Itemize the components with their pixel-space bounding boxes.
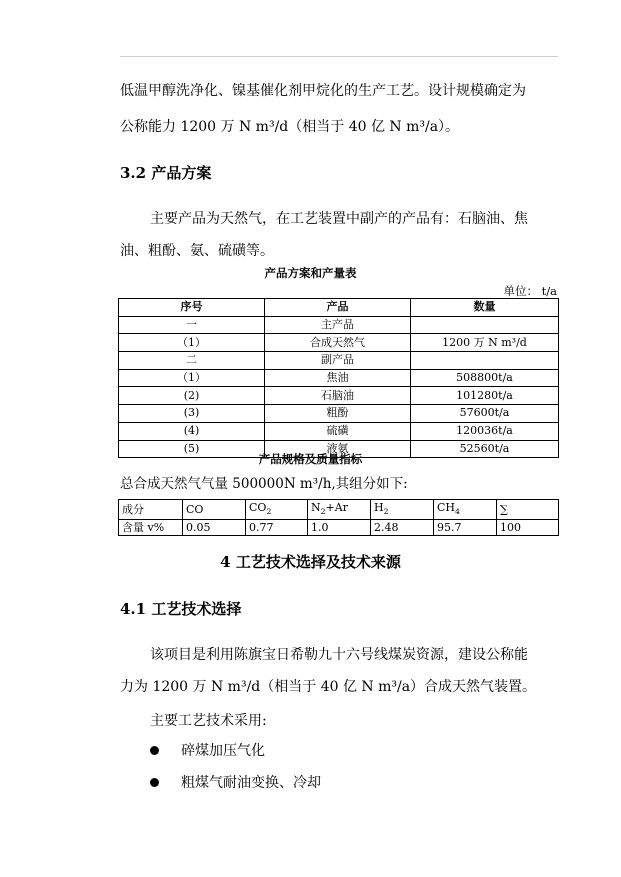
section-3-2-para-line-1: 主要产品为天然气，在工艺装置中副产的产品有：石脑油、焦 bbox=[150, 211, 528, 227]
table-cell: 焦油 bbox=[265, 369, 411, 387]
table-cell: 52560t/a bbox=[411, 440, 559, 458]
product-table-header-row bbox=[119, 299, 559, 317]
composition-table bbox=[118, 499, 559, 536]
table-cell bbox=[497, 500, 559, 520]
subscript: 2 bbox=[320, 507, 326, 517]
section-4-heading: 4 工艺技术选择及技术来源 bbox=[220, 553, 401, 571]
header-cell: 序号 bbox=[119, 299, 265, 317]
intro-line-2: 公称能力 1200 万 N m³/d（相当于 40 亿 N m³/a）。 bbox=[120, 119, 460, 135]
table-cell bbox=[411, 316, 559, 334]
table-cell: (2) bbox=[119, 387, 265, 405]
table-row bbox=[119, 405, 559, 423]
table-row bbox=[119, 316, 559, 334]
header-rule bbox=[120, 56, 558, 57]
bullet-icon bbox=[150, 746, 159, 755]
section-4-1-heading: 4.1 工艺技术选择 bbox=[120, 600, 242, 618]
section-4-1-para-line-2: 力为 1200 万 N m³/d（相当于 40 亿 N m³/a）合成天然气装置。 bbox=[120, 679, 537, 695]
table-cell: 0.77 bbox=[246, 520, 308, 536]
table-cell: 2.48 bbox=[371, 520, 434, 536]
component-co: CO bbox=[186, 503, 204, 517]
subscript: 2 bbox=[383, 507, 389, 517]
spec-intro: 总合成天然气气量 500000N m³/h,其组分如下: bbox=[120, 476, 408, 492]
table-cell bbox=[411, 352, 559, 370]
table-cell: 副产品 bbox=[265, 352, 411, 370]
table-row bbox=[119, 369, 559, 387]
intro-line-1: 低温甲醇洗净化、镍基催化剂甲烷化的生产工艺。设计规模确定为 bbox=[120, 83, 526, 99]
table-cell: (4) bbox=[119, 422, 265, 440]
table-cell bbox=[246, 500, 308, 520]
table-cell: 合成天然气 bbox=[265, 334, 411, 352]
bullet-icon bbox=[150, 778, 159, 787]
subscript: 4 bbox=[455, 507, 460, 517]
table-cell: 含量 v% bbox=[119, 520, 183, 536]
composition-value-row bbox=[119, 520, 559, 536]
table-cell: 二 bbox=[119, 352, 265, 370]
component-h2: H bbox=[374, 501, 384, 514]
table-cell: 101280t/a bbox=[411, 387, 559, 405]
table-cell: 57600t/a bbox=[411, 405, 559, 423]
header-cell: 产品 bbox=[265, 299, 411, 317]
table-cell: 粗酚 bbox=[265, 405, 411, 423]
section-3-2-heading: 3.2 产品方案 bbox=[120, 164, 212, 182]
table-cell: 1.0 bbox=[308, 520, 371, 536]
table-cell bbox=[371, 500, 434, 520]
component-sum: ∑ bbox=[500, 503, 508, 517]
table-cell: （1） bbox=[119, 369, 265, 387]
table-cell: 1200 万 N m³/d bbox=[411, 334, 559, 352]
table-cell: 成分 bbox=[119, 500, 183, 520]
table-cell: 硫磺 bbox=[265, 422, 411, 440]
table-cell bbox=[183, 500, 246, 520]
table-row bbox=[119, 352, 559, 370]
table-cell: 石脑油 bbox=[265, 387, 411, 405]
component-n2: N bbox=[311, 501, 321, 514]
table-row bbox=[119, 334, 559, 352]
list-item-text: 粗煤气耐油变换、冷却 bbox=[181, 775, 321, 791]
table-cell: (5) bbox=[119, 440, 265, 458]
table-cell: 95.7 bbox=[434, 520, 497, 536]
table-cell bbox=[434, 500, 497, 520]
section-3-2-para-line-2: 油、粗酚、氨、硫磺等。 bbox=[120, 243, 274, 259]
component-ar: +Ar bbox=[325, 501, 348, 514]
table-cell: 508800t/a bbox=[411, 369, 559, 387]
component-co2: CO bbox=[249, 501, 267, 514]
list-item-text: 碎煤加压气化 bbox=[181, 743, 265, 759]
list-item bbox=[150, 772, 321, 792]
table-row bbox=[119, 422, 559, 440]
spec-caption: 产品规格及质量指标 bbox=[258, 452, 363, 466]
table-cell: 100 bbox=[497, 520, 559, 536]
section-4-1-para-line-3: 主要工艺技术采用: bbox=[150, 713, 267, 729]
table-cell: 液氨 bbox=[265, 440, 411, 458]
list-item bbox=[150, 740, 265, 760]
product-table-caption: 产品方案和产量表 bbox=[264, 266, 357, 280]
table-row bbox=[119, 387, 559, 405]
table-cell: 120036t/a bbox=[411, 422, 559, 440]
table-cell: (3) bbox=[119, 405, 265, 423]
section-4-1-para-line-1: 该项目是利用陈旗宝日希勒九十六号线煤炭资源，建设公称能 bbox=[150, 647, 528, 663]
header-cell: 数量 bbox=[411, 299, 559, 317]
table-cell: 0.05 bbox=[183, 520, 246, 536]
table-cell: 一 bbox=[119, 316, 265, 334]
component-ch4: CH bbox=[437, 501, 456, 514]
table-cell bbox=[308, 500, 371, 520]
product-table bbox=[118, 298, 559, 458]
composition-header-row bbox=[119, 500, 559, 520]
table-cell: 主产品 bbox=[265, 316, 411, 334]
product-table-unit: 单位： t/a bbox=[503, 284, 557, 298]
table-cell: （1） bbox=[119, 334, 265, 352]
subscript: 2 bbox=[266, 507, 272, 517]
